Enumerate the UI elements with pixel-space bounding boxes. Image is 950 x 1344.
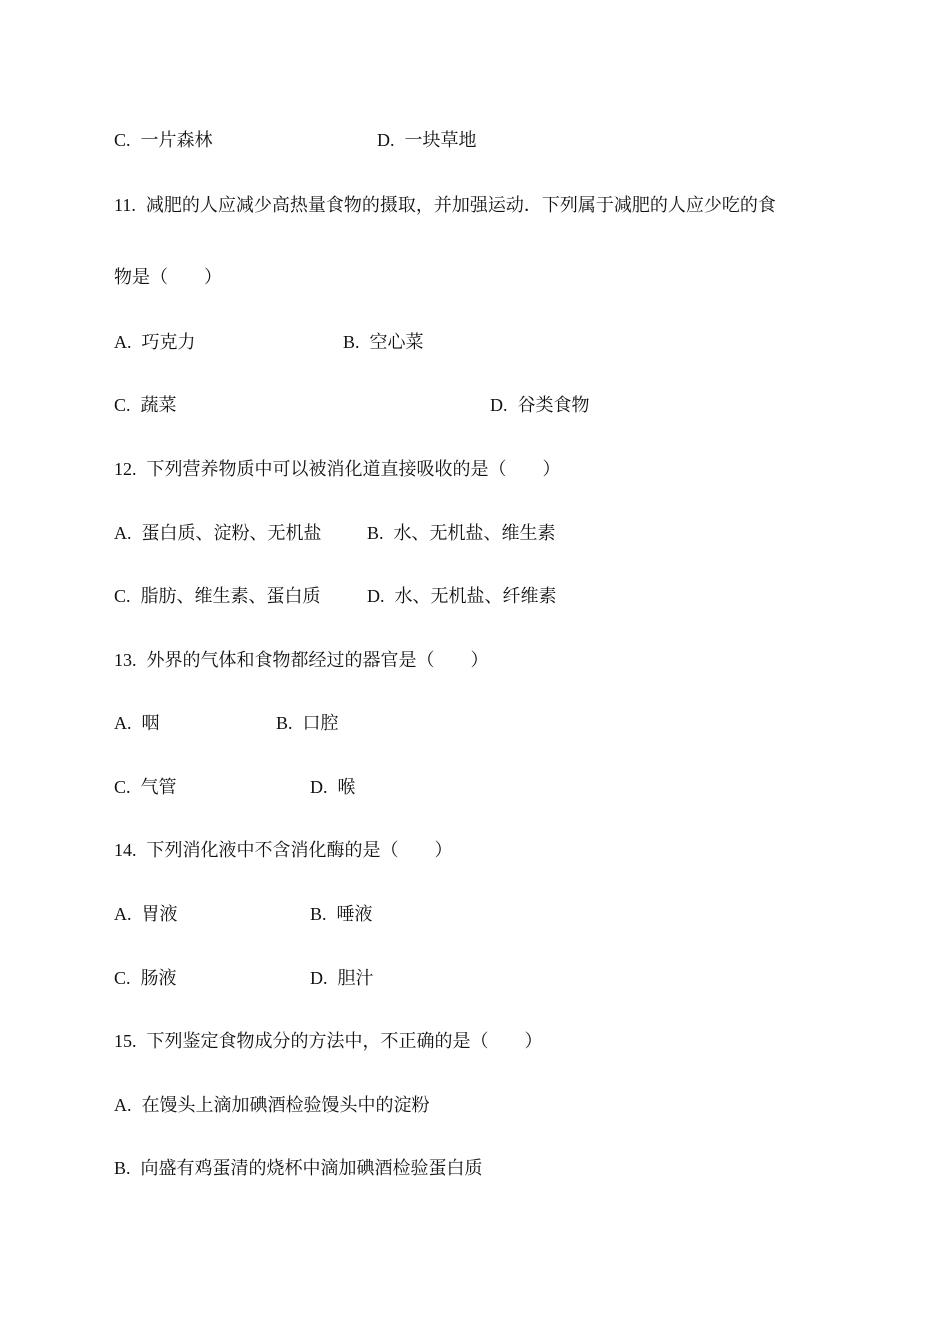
option-12-d [367,584,557,609]
option-text: 脂肪、维生素、蛋白质 [140,586,321,607]
option-label: D. [310,968,328,988]
question-number: 15. [114,1031,137,1051]
question-number: 11. [114,195,136,215]
option-text: 蔬菜 [140,395,177,416]
option-13-a [114,711,160,736]
option-text: 口腔 [302,713,339,734]
option-11-b [343,330,424,355]
option-label: A. [114,523,132,543]
option-11-d [490,393,590,418]
option-text: 一块草地 [404,130,477,151]
option-label: A. [114,713,132,733]
option-10-c [114,128,213,153]
option-label: C. [114,395,131,415]
option-text: 咽 [141,713,160,734]
option-label: C. [114,130,131,150]
option-12-a [114,521,322,546]
question-number: 14. [114,840,137,860]
option-text: 在馒头上滴加碘酒检验馒头中的淀粉 [141,1095,430,1116]
option-text: 胃液 [141,904,178,925]
option-label: D. [377,130,395,150]
question-13 [114,648,489,673]
option-text: 巧克力 [141,332,196,353]
option-label: D. [490,395,508,415]
option-label: C. [114,968,131,988]
option-text: 蛋白质、淀粉、无机盐 [141,523,322,544]
question-text: 物是（ ） [114,267,222,288]
question-text: 下列鉴定食物成分的方法中，不正确的是（ ） [146,1031,543,1052]
option-label: C. [114,777,131,797]
option-label: A. [114,1095,132,1115]
option-text: 空心菜 [369,332,424,353]
option-label: B. [114,1158,131,1178]
question-text: 下列营养物质中可以被消化道直接吸收的是（ ） [146,459,561,480]
option-13-c [114,775,177,800]
option-14-b [310,902,373,927]
option-14-c [114,966,177,991]
option-11-a [114,330,196,355]
option-text: 水、无机盐、纤维素 [394,586,557,607]
option-15-a [114,1093,430,1118]
question-number: 13. [114,650,137,670]
option-text: 唾液 [336,904,373,925]
option-14-d [310,966,374,991]
option-label: B. [310,904,327,924]
question-11-continuation [114,266,222,290]
option-text: 气管 [140,777,177,798]
question-text: 外界的气体和食物都经过的器官是（ ） [146,650,489,671]
option-text: 水、无机盐、维生素 [393,523,556,544]
option-13-b [276,711,339,736]
option-11-c [114,393,177,418]
option-12-b [367,521,556,546]
option-text: 谷类食物 [517,395,590,416]
option-label: D. [367,586,385,606]
question-14 [114,838,453,863]
option-text: 喉 [337,777,356,798]
question-12 [114,457,561,482]
option-label: B. [276,713,293,733]
option-label: B. [343,332,360,352]
option-12-c [114,584,321,609]
question-text: 下列消化液中不含消化酶的是（ ） [146,840,453,861]
option-label: A. [114,332,132,352]
option-text: 向盛有鸡蛋清的烧杯中滴加碘酒检验蛋白质 [140,1158,483,1179]
question-15 [114,1029,543,1054]
option-label: B. [367,523,384,543]
question-number: 12. [114,459,137,479]
option-14-a [114,902,178,927]
option-label: A. [114,904,132,924]
option-label: C. [114,586,131,606]
question-text: 减肥的人应减少高热量食物的摄取，并加强运动．下列属于减肥的人应少吃的食 [145,195,776,216]
option-label: D. [310,777,328,797]
question-11 [114,193,776,218]
option-15-b [114,1156,483,1181]
option-13-d [310,775,356,800]
option-10-d [377,128,477,153]
option-text: 胆汁 [337,968,374,989]
option-text: 一片森林 [140,130,213,151]
option-text: 肠液 [140,968,177,989]
